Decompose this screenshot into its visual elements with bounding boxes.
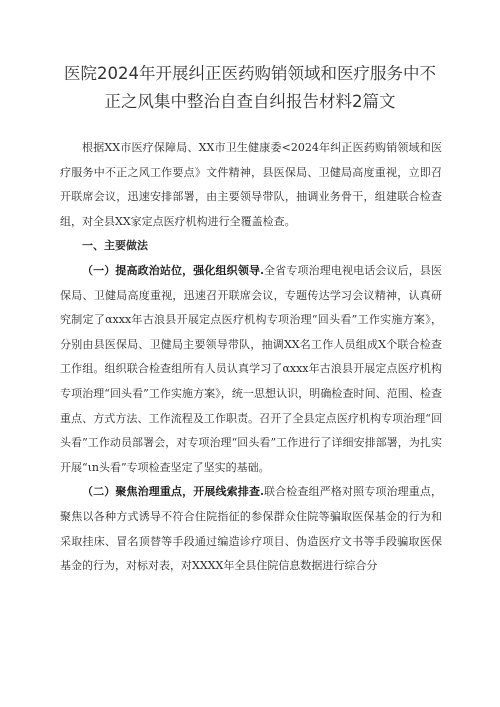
item-1-heading: （一）提高政治站位，强化组织领导. xyxy=(82,263,264,277)
document-body xyxy=(60,136,442,579)
item-2-paragraph xyxy=(60,480,442,578)
item-2-heading: （二）聚焦治理重点，开展线索排查. xyxy=(82,485,264,499)
item-1-body: 全省专项治理电视电话会议后，县医保局、卫健局高度重视，迅速召开联席会议，专题传达学习会议精神，认真研究制定了αxxx年古浪县开展定点医疗机构专项治理“回头看”工作实施方案》，分别由县医保局、卫健局主要领导带队，抽调XX名工作人员组成X个联合检查工作组。组织联合检查组所有人员认真学习了αxxx年古浪县开展定点医疗机构专项治理“回头看”工作实施方案》，统一思想认识，明确检查时间、范围、检查重点、方式方法、工作流程及工作职责。召开了全县定点医疗机构专项治理“回头看”工作动员部署会，对专项治理“回头看”工作进行了详细安排部署，为扎实开展“ιn头看”专项检查坚定了坚实的基础。 xyxy=(60,263,442,474)
intro-paragraph: 根据XX市医疗保障局、XX市卫生健康委<2024年纠正医药购销领域和医疗服务中不正之风工作要点》文件精神，县医保局、卫健局高度重视，立即召开联席会议，迅速安排部署，由主要领导带队，抽调业务骨干，组建联合检查组，对全县XX家定点医疗机构进行全覆盖检查。 xyxy=(60,141,442,228)
item-2-body: 联合检查组严格对照专项治理重点，聚焦以各种方式诱导不符合住院指征的参保群众住院等骗取医保基金的行为和采取挂床、冒名顶替等手段通过编造诊疗项目、伪造医疗文书等手段骗取医保基金的行为，对标对表，对XXXX年全县住院信息数据进行综合分 xyxy=(60,485,442,573)
item-1-paragraph xyxy=(60,259,442,480)
title-line-2: 正之风集中整治自查自纠报告材料2篇文 xyxy=(104,92,396,111)
document-title xyxy=(40,60,460,116)
title-line-1: 医院2024年开展纠正医药购销领域和医疗服务中不 xyxy=(64,64,436,83)
section-heading: 一、主要做法 xyxy=(82,239,148,253)
